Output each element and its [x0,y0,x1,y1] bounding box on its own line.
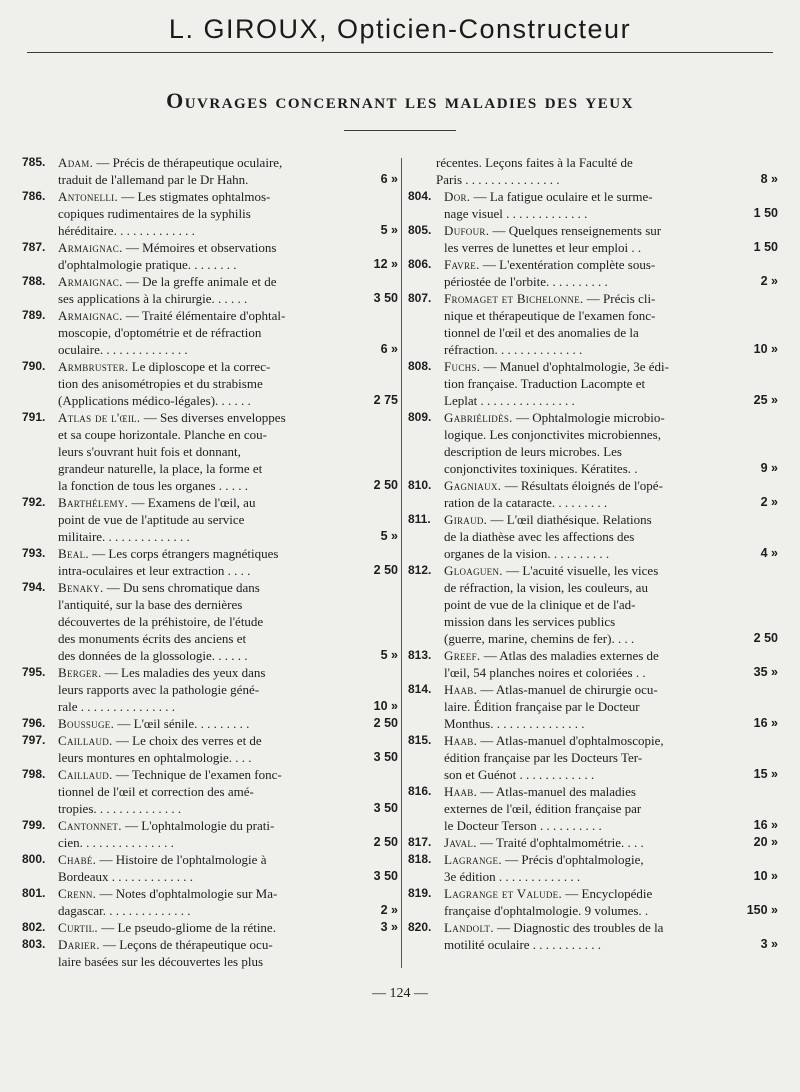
entry-line: Caillaud. — Technique de l'examen fonc- [58,767,282,782]
entry-line: motilité oculaire . . . . . . . . . . . [444,937,602,952]
catalog-entry [22,766,398,817]
entry-author: Armaignac. [58,308,123,323]
entry-line: Barthélemy. — Examens de l'œil, au [58,495,256,510]
catalog-entry [408,222,778,256]
catalog-entry [408,732,778,783]
entry-price: 1 50 [753,206,778,220]
entry-text [58,766,338,817]
entry-line: Armaignac. — Traité élémentaire d'ophtal- [58,308,286,323]
entry-line: rale . . . . . . . . . . . . . . . [58,699,175,714]
entry-line: dagascar. . . . . . . . . . . . . . [58,903,191,918]
entry-line: Darier. — Leçons de thérapeutique ocu- [58,937,273,952]
entry-number: 818. [408,852,432,866]
entry-line: périostée de l'orbite. . . . . . . . . . [444,274,608,289]
catalog-entry [22,885,398,919]
entry-line: Haab. — Atlas-manuel d'ophtalmoscopie, [444,733,664,748]
entry-line: Atlas de l'œil. — Ses diverses enveloppes [58,410,286,425]
entry-number: 799. [22,818,46,832]
entry-line: oculaire. . . . . . . . . . . . . . [58,342,188,357]
entry-author: Berger. [58,665,102,680]
catalog-entry [22,307,398,358]
entry-number: 801. [22,886,46,900]
entry-number: 808. [408,359,432,373]
entry-line: édition française par les Docteurs Ter- [444,750,643,765]
entry-line: découvertes de la préhistoire, de l'étude [58,614,264,629]
entry-line: (Applications médico-légales). . . . . . [58,393,251,408]
entry-line: de la diathèse avec les affections des [444,529,635,544]
entry-line: tion française. Traduction Lacompte et [444,376,646,391]
entry-line: ses applications à la chirurgie. . . . . . [58,291,248,306]
entry-price: 16 » [753,716,778,730]
entry-number: 803. [22,937,46,951]
catalog-entry [22,715,398,732]
catalog-entry [408,834,778,851]
entry-text [58,358,338,409]
entry-author: Fromaget et Bichelonne. [444,291,584,306]
entry-line: réfraction. . . . . . . . . . . . . . [444,342,583,357]
entry-line: Armaignac. — Mémoires et observations [58,240,277,255]
entry-text [444,732,718,783]
entry-author: Chabé. [58,852,97,867]
catalog-entry [408,647,778,681]
entry-line: Crenn. — Notes d'ophtalmologie sur Ma- [58,886,278,901]
catalog-entry [408,783,778,834]
entry-line: son et Guénot . . . . . . . . . . . . [444,767,595,782]
entry-number: 813. [408,648,432,662]
catalog-entry [22,817,398,851]
entry-number: 817. [408,835,432,849]
title-rule [344,130,456,131]
catalog-entry [22,579,398,664]
entry-line: description de leurs microbes. Les [444,444,622,459]
entry-author: Cantonnet. [58,818,122,833]
entry-author: Haab. [444,733,478,748]
entry-line: cien. . . . . . . . . . . . . . . [58,835,174,850]
entry-price: 2 » [760,495,778,509]
entry-author: Atlas de l'œil. [58,410,141,425]
entry-line: conjonctivites toxiniques. Kératites. . [444,461,638,476]
entry-price: 1 50 [753,240,778,254]
entry-line: laire. Édition française par le Docteur [444,699,640,714]
entry-line: Lagrange. — Précis d'ophtalmologie, [444,852,644,867]
entry-author: Armbruster. [58,359,129,374]
entry-text [444,188,718,222]
entry-text [58,188,338,239]
entry-number: 786. [22,189,46,203]
entry-line: Antonelli. — Les stigmates ophtalmos- [58,189,271,204]
entry-line: leurs montures en ophtalmologie. . . . [58,750,252,765]
entry-number: 810. [408,478,432,492]
entry-number: 787. [22,240,46,254]
header-rule [27,52,773,53]
entry-line: Fromaget et Bichelonne. — Précis cli- [444,291,656,306]
entry-line: l'œil, 54 planches noires et coloriées . . [444,665,646,680]
entry-text [444,783,718,834]
entry-line: les verres de lunettes et leur emploi . . [444,240,642,255]
entry-price: 2 » [760,274,778,288]
entry-text [444,919,718,953]
entry-author: Armaignac. [58,240,123,255]
entry-price: 6 » [380,342,398,356]
entry-line: de réfraction, la vision, les couleurs, au [444,580,648,595]
catalog-entry [408,154,778,188]
entry-number: 806. [408,257,432,271]
entry-price: 10 » [753,869,778,883]
entry-line: Gagniaux. — Résultats éloignés de l'opé- [444,478,663,493]
catalog-entry [22,545,398,579]
entry-number: 800. [22,852,46,866]
entry-price: 10 » [373,699,398,713]
catalog-entry [408,290,778,358]
entry-author: Lagrange. [444,852,502,867]
entry-author: Gagniaux. [444,478,502,493]
entry-line: Gabriélidès. — Ophtalmologie microbio- [444,410,665,425]
entry-text [444,834,718,851]
entry-price: 12 » [373,257,398,271]
entry-price: 3 50 [373,801,398,815]
catalog-entry [408,562,778,647]
entry-author: Caillaud. [58,767,113,782]
column-divider [401,158,402,968]
entry-line: tionnel de l'œil et des anomalies de la [444,325,639,340]
catalog-entry [408,256,778,290]
entry-line: Curtil. — Le pseudo-gliome de la rétine. [58,920,276,935]
entry-author: Lagrange et Valude. [444,886,563,901]
entry-line: d'ophtalmologie pratique. . . . . . . . [58,257,237,272]
entry-number: 816. [408,784,432,798]
entry-price: 6 » [380,172,398,186]
entry-number: 795. [22,665,46,679]
catalog-entry [408,358,778,409]
entry-text [58,817,338,851]
entry-text [444,477,718,511]
entry-number: 815. [408,733,432,747]
entry-price: 2 50 [753,631,778,645]
entry-text [58,885,338,919]
entry-line: leurs rapports avec la pathologie géné- [58,682,260,697]
catalog-entry [22,358,398,409]
entry-line: Monthus. . . . . . . . . . . . . . . [444,716,585,731]
entry-text [444,358,718,409]
entry-line: le Docteur Terson . . . . . . . . . . [444,818,602,833]
entry-author: Gloaguen. [444,563,503,578]
entry-price: 4 » [760,546,778,560]
catalog-entry [408,477,778,511]
entry-number: 790. [22,359,46,373]
entry-number: 791. [22,410,46,424]
catalog-entry [22,273,398,307]
entry-price: 3 50 [373,750,398,764]
entry-author: Crenn. [58,886,97,901]
entry-line: des données de la glossologie. . . . . . [58,648,248,663]
left-column [22,154,398,970]
entry-price: 2 50 [373,478,398,492]
entry-text [444,647,718,681]
entry-line: leurs s'ouvrant huit fois et donnant, [58,444,241,459]
entry-line: traduit de l'allemand par le Dr Hahn. [58,172,249,187]
entry-line: Dor. — La fatigue oculaire et le surme- [444,189,653,204]
entry-line: Giraud. — L'œil diathésique. Relations [444,512,652,527]
entry-price: 8 » [760,172,778,186]
entry-author: Adam. [58,155,94,170]
entry-text [58,409,338,494]
entry-line: 3e édition . . . . . . . . . . . . . [444,869,581,884]
entry-line: Dufour. — Quelques renseignements sur [444,223,662,238]
entry-number: 819. [408,886,432,900]
entry-line: Boussuge. — L'œil sénile. . . . . . . . . [58,716,250,731]
entry-price: 3 50 [373,291,398,305]
entry-price: 3 » [760,937,778,951]
entry-line: des monuments écrits des anciens et [58,631,247,646]
entry-line: point de vue de l'aptitude au service [58,512,245,527]
entry-author: Favre. [444,257,480,272]
entry-line: tionnel de l'œil et correction des amé- [58,784,254,799]
entry-author: Haab. [444,784,478,799]
entry-line: Armaignac. — De la greffe animale et de [58,274,277,289]
entry-price: 2 50 [373,835,398,849]
entry-text [58,851,338,885]
entry-price: 5 » [380,648,398,662]
entry-line: Leplat . . . . . . . . . . . . . . . [444,393,575,408]
entry-number: 805. [408,223,432,237]
entry-price: 16 » [753,818,778,832]
entry-line: copiques rudimentaires de la syphilis [58,206,251,221]
entry-line: logique. Les conjonctivites microbiennes, [444,427,661,442]
catalog-entry [408,681,778,732]
entry-author: Benaky. [58,580,104,595]
entry-author: Fuchs. [444,359,481,374]
entry-number: 793. [22,546,46,560]
entry-price: 35 » [753,665,778,679]
entry-number: 794. [22,580,46,594]
entry-number: 820. [408,920,432,934]
entry-line: Paris . . . . . . . . . . . . . . . [436,172,560,187]
entry-number: 812. [408,563,432,577]
entry-author: Dor. [444,189,471,204]
catalog-entry [22,154,398,188]
entry-price: 15 » [753,767,778,781]
entry-price: 2 » [380,903,398,917]
entry-line: externes de l'œil, édition française par [444,801,642,816]
catalog-entry [408,511,778,562]
catalog-entry [22,851,398,885]
entry-text [58,545,338,579]
entry-line: Haab. — Atlas-manuel de chirurgie ocu- [444,682,658,697]
entry-line: française d'ophtalmologie. 9 volumes. . [444,903,649,918]
page-header: L. GIROUX, Opticien-Constructeur [168,14,632,44]
entry-number: 814. [408,682,432,696]
entry-author: Giraud. [444,512,488,527]
entry-line: nique et thérapeutique de l'examen fonc- [444,308,656,323]
entry-line: Benaky. — Du sens chromatique dans [58,580,260,595]
entry-author: Caillaud. [58,733,113,748]
entry-text [436,154,718,188]
entry-author: Armaignac. [58,274,123,289]
entry-author: Barthélemy. [58,495,129,510]
entry-text [58,919,338,936]
entry-text [58,239,338,273]
entry-author: Dufour. [444,223,490,238]
entry-line: Cantonnet. — L'ophtalmologie du prati- [58,818,275,833]
entry-text [58,579,338,664]
entry-line: Gloaguen. — L'acuité visuelle, les vices [444,563,659,578]
entry-number: 804. [408,189,432,203]
entry-line: et sa coupe horizontale. Planche en cou- [58,427,267,442]
entry-author: Javal. [444,835,477,850]
catalog-entry [22,732,398,766]
entry-line: point de vue de la clinique et de l'ad- [444,597,636,612]
catalog-entry [408,885,778,919]
entry-number: 798. [22,767,46,781]
entry-number: 792. [22,495,46,509]
entry-price: 25 » [753,393,778,407]
entry-line: Favre. — L'exentération complète sous- [444,257,656,272]
entry-line: héréditaire. . . . . . . . . . . . . [58,223,195,238]
entry-line: Landolt. — Diagnostic des troubles de la [444,920,664,935]
entry-price: 3 » [380,920,398,934]
entry-line: Chabé. — Histoire de l'ophtalmologie à [58,852,267,867]
entry-line: Javal. — Traité d'ophtalmométrie. . . . [444,835,644,850]
entry-line: nage visuel . . . . . . . . . . . . . [444,206,588,221]
entry-text [444,681,718,732]
entry-price: 20 » [753,835,778,849]
entry-author: Curtil. [58,920,98,935]
entry-text [58,494,338,545]
entry-line: Caillaud. — Le choix des verres et de [58,733,262,748]
entry-price: 10 » [753,342,778,356]
entry-author: Beal. [58,546,89,561]
entry-line: moscopie, d'optométrie et de réfraction [58,325,262,340]
entry-text [58,154,338,188]
entry-line: récentes. Leçons faites à la Faculté de [436,155,633,170]
entry-line: Armbruster. Le diploscope et la correc- [58,359,271,374]
catalog-entry [408,409,778,477]
entry-text [58,732,338,766]
entry-author: Haab. [444,682,478,697]
entry-text [444,562,718,647]
entry-price: 2 50 [373,716,398,730]
entry-line: Greef. — Atlas des maladies externes de [444,648,659,663]
catalog-entry [408,919,778,953]
section-title: Ouvrages concernant les maladies des yeux [166,88,634,113]
catalog-entry [22,188,398,239]
entry-author: Gabriélidès. [444,410,513,425]
page-number: — 124 — [372,986,428,1001]
entry-price: 5 » [380,223,398,237]
entry-price: 150 » [746,903,778,917]
entry-author: Antonelli. [58,189,118,204]
entry-author: Greef. [444,648,481,663]
entry-line: Fuchs. — Manuel d'ophtalmologie, 3e édi- [444,359,669,374]
entry-number: 802. [22,920,46,934]
entry-text [444,290,718,358]
catalog-entry [22,664,398,715]
entry-price: 2 75 [373,393,398,407]
entry-text [58,936,338,970]
entry-line: grandeur naturelle, la place, la forme et [58,461,263,476]
entry-text [58,273,338,307]
entry-number: 809. [408,410,432,424]
entry-text [58,715,338,732]
entry-text [444,511,718,562]
entry-line: organes de la vision. . . . . . . . . . [444,546,610,561]
entry-text [444,885,718,919]
entry-number: 789. [22,308,46,322]
catalog-entry [408,188,778,222]
catalog-entry [22,919,398,936]
catalog-entry [22,936,398,970]
entry-line: intra-oculaires et leur extraction . . . . [58,563,251,578]
entry-line: mission dans les services publics [444,614,616,629]
entry-price: 2 50 [373,563,398,577]
catalog-entry [408,851,778,885]
entry-text [444,409,718,477]
entry-number: 788. [22,274,46,288]
entry-line: Beal. — Les corps étrangers magnétiques [58,546,279,561]
entry-text [444,851,718,885]
entry-line: militaire. . . . . . . . . . . . . . [58,529,190,544]
catalog-entry [22,239,398,273]
entry-text [58,307,338,358]
entry-author: Boussuge. [58,716,115,731]
entry-text [58,664,338,715]
entry-author: Darier. [58,937,100,952]
entry-line: la fonction de tous les organes . . . . . [58,478,249,493]
entry-number: 797. [22,733,46,747]
entry-line: Haab. — Atlas-manuel des maladies [444,784,636,799]
entry-line: tropies. . . . . . . . . . . . . . [58,801,182,816]
right-column [408,154,778,953]
entry-number: 796. [22,716,46,730]
entry-price: 9 » [760,461,778,475]
entry-line: (guerre, marine, chemins de fer). . . . [444,631,635,646]
entry-number: 785. [22,155,46,169]
catalog-entry [22,409,398,494]
entry-text [444,222,718,256]
entry-number: 807. [408,291,432,305]
entry-price: 3 50 [373,869,398,883]
entry-line: Berger. — Les maladies des yeux dans [58,665,266,680]
entry-line: Adam. — Précis de thérapeutique oculaire, [58,155,283,170]
catalog-entry [22,494,398,545]
entry-line: l'antiquité, sur la base des dernières [58,597,243,612]
entry-line: ration de la cataracte. . . . . . . . . [444,495,608,510]
entry-line: laire basées sur les découvertes les plus [58,954,264,969]
entry-number: 811. [408,512,431,526]
entry-text [444,256,718,290]
entry-price: 5 » [380,529,398,543]
entry-line: Lagrange et Valude. — Encyclopédie [444,886,653,901]
entry-line: tion des anisométropies et du strabisme [58,376,263,391]
entry-author: Landolt. [444,920,494,935]
entry-line: Bordeaux . . . . . . . . . . . . . [58,869,194,884]
